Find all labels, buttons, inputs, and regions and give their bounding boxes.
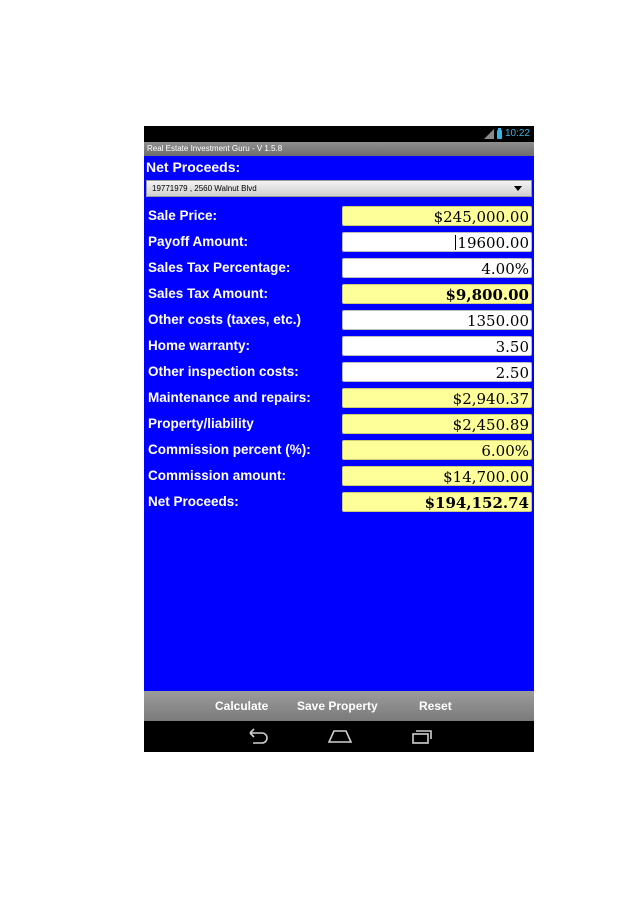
status-bar [144, 126, 534, 142]
row-sale-price [144, 205, 534, 231]
save-property-button[interactable]: Save Property [297, 699, 378, 713]
home-icon[interactable] [327, 728, 353, 744]
status-time: 10:22 [504, 128, 530, 139]
calculate-button[interactable]: Calculate [215, 699, 269, 713]
row-maintenance-repairs [144, 387, 534, 413]
status-icons [484, 128, 530, 140]
net-proceeds-field[interactable]: $194,152.74 [342, 492, 532, 512]
signal-icon [484, 129, 494, 139]
other-inspection-costs-field[interactable]: 2.50 [342, 362, 532, 382]
row-net-proceeds [144, 491, 534, 517]
home-warranty-label: Home warranty: [148, 338, 251, 353]
row-commission-percent [144, 439, 534, 465]
payoff-amount-value: 19600.00 [457, 234, 529, 252]
commission-amount-label: Commission amount: [148, 468, 287, 483]
battery-icon [497, 130, 502, 139]
other-costs-field[interactable]: 1350.00 [342, 310, 532, 330]
sales-tax-amount-field[interactable]: $9,800.00 [342, 284, 532, 304]
row-property-liability [144, 413, 534, 439]
property-liability-label: Property/liability [148, 416, 254, 431]
back-icon[interactable] [245, 728, 269, 744]
button-bar [144, 691, 534, 721]
row-other-inspection-costs [144, 361, 534, 387]
sales-tax-amount-label: Sales Tax Amount: [148, 286, 269, 301]
net-proceeds-label: Net Proceeds: [148, 494, 239, 509]
commission-percent-label: Commission percent (%): [148, 442, 311, 457]
row-sales-tax-amount [144, 283, 534, 309]
row-sales-tax-percentage [144, 257, 534, 283]
sale-price-field[interactable]: $245,000.00 [342, 206, 532, 226]
row-other-costs [144, 309, 534, 335]
sales-tax-percentage-field[interactable]: 4.00% [342, 258, 532, 278]
dropdown-arrow-icon [514, 186, 522, 191]
system-nav-bar [144, 721, 534, 752]
property-liability-field[interactable]: $2,450.89 [342, 414, 532, 434]
other-inspection-costs-label: Other inspection costs: [148, 364, 299, 379]
payoff-amount-label: Payoff Amount: [148, 234, 248, 249]
recents-icon[interactable] [410, 728, 434, 744]
payoff-amount-field[interactable] [342, 232, 532, 252]
sale-price-label: Sale Price: [148, 208, 218, 223]
maintenance-repairs-field[interactable]: $2,940.37 [342, 388, 532, 408]
section-title: Net Proceeds: [146, 159, 241, 175]
commission-percent-field[interactable]: 6.00% [342, 440, 532, 460]
reset-button[interactable]: Reset [419, 699, 452, 713]
form-rows [144, 205, 534, 517]
property-spinner[interactable] [146, 180, 532, 197]
other-costs-label: Other costs (taxes, etc.) [148, 312, 302, 327]
maintenance-repairs-label: Maintenance and repairs: [148, 390, 311, 405]
home-warranty-field[interactable]: 3.50 [342, 336, 532, 356]
property-spinner-value: 19771979 , 2560 Walnut Blvd [152, 184, 257, 193]
app-title-bar [144, 142, 534, 156]
row-commission-amount [144, 465, 534, 491]
row-payoff-amount [144, 231, 534, 257]
app-title: Real Estate Investment Guru - V 1.5.8 [147, 144, 283, 153]
phone-screen [144, 126, 534, 752]
row-home-warranty [144, 335, 534, 361]
commission-amount-field[interactable]: $14,700.00 [342, 466, 532, 486]
sales-tax-percentage-label: Sales Tax Percentage: [148, 260, 291, 275]
